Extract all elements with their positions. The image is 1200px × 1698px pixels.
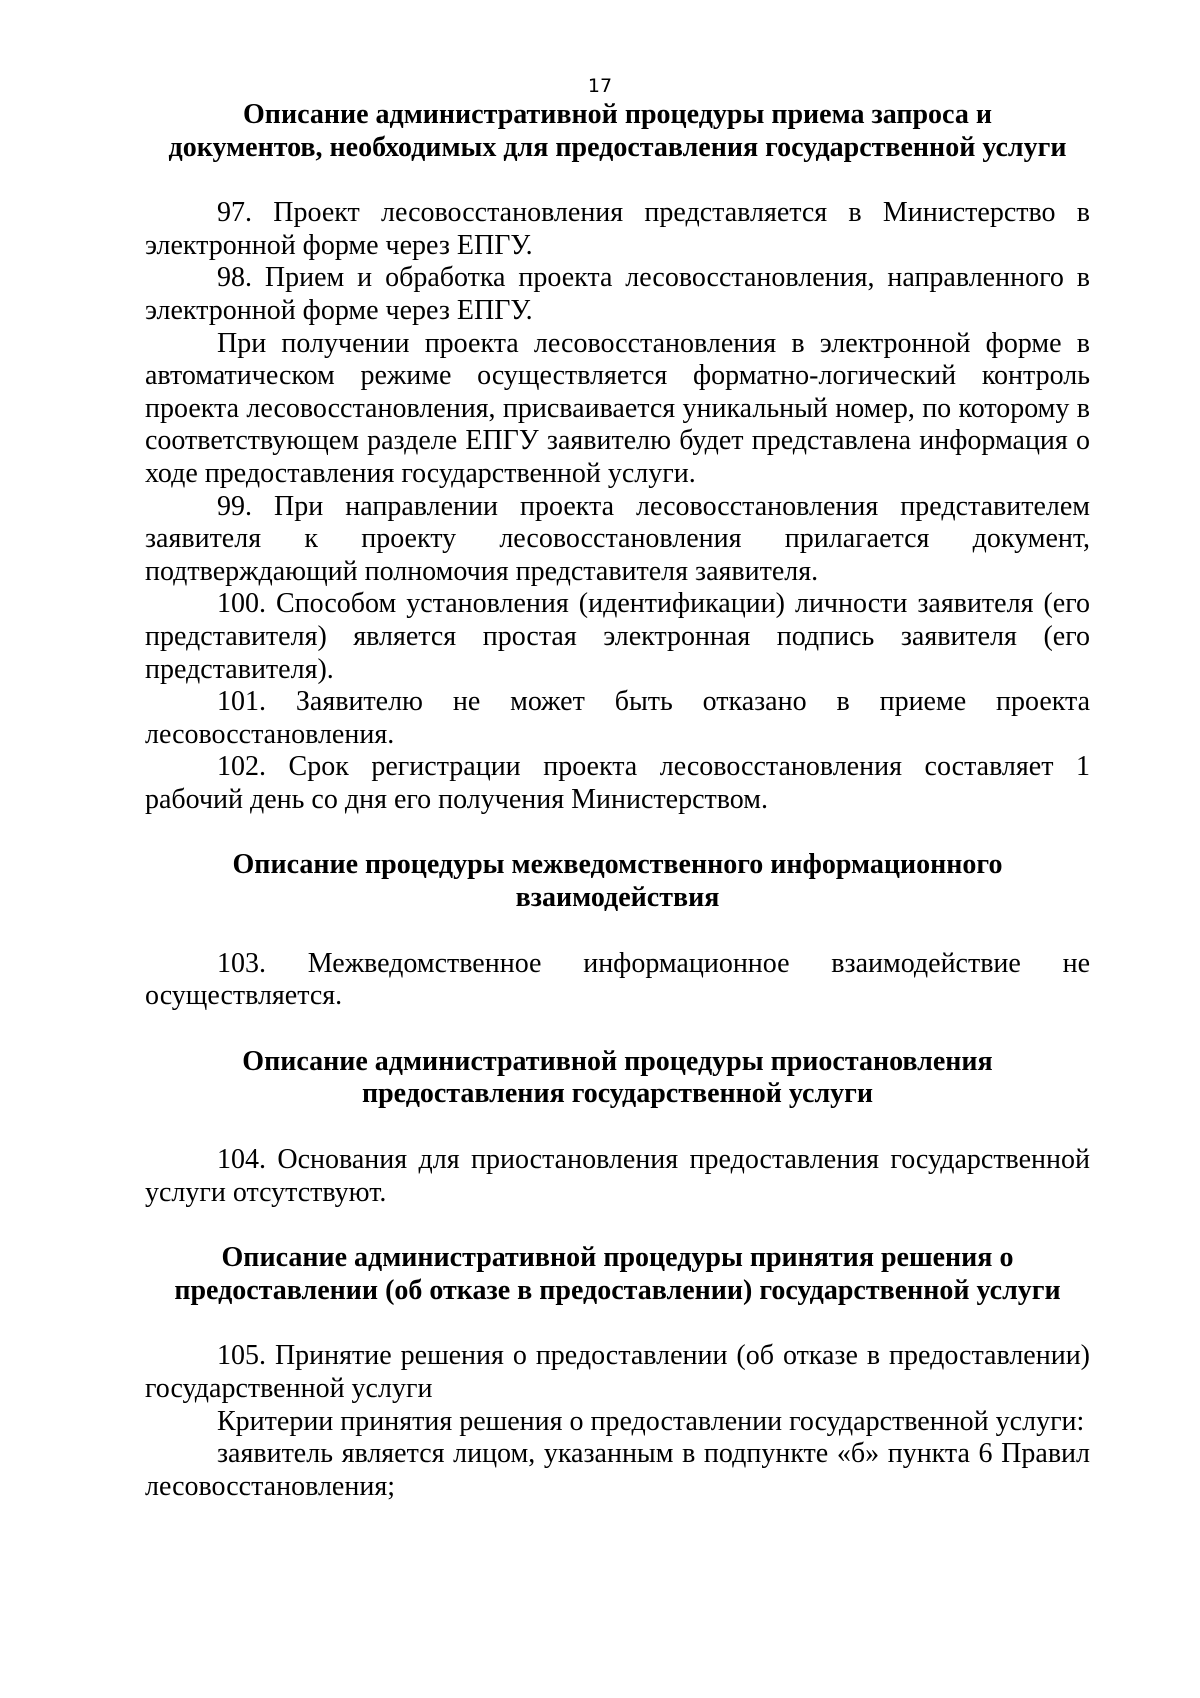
paragraph-99: 99. При направлении проекта лесовосстановления представителем заявителя к проекту лесовосстановления прилагается документ, подтверждающий полномочия представителя заявителя. [145, 490, 1090, 587]
page-number: 17 [587, 75, 613, 97]
paragraph-103: 103. Межведомственное информационное взаимодействие не осуществляется. [145, 947, 1090, 1012]
heading-line: Описание процедуры межведомственного информационного [232, 849, 1003, 881]
section-heading [145, 849, 1090, 914]
paragraph-criteria: Критерии принятия решения о предоставлении государственной услуги: [217, 1405, 1085, 1437]
page-content [145, 99, 1090, 1503]
heading-line: взаимодействия [515, 882, 720, 914]
paragraph-100: 100. Способом установления (идентификации) личности заявителя (его представителя) является простая электронная подпись заявителя (его представителя). [145, 588, 1090, 685]
section-heading [145, 99, 1090, 164]
paragraph-101: 101. Заявителю не может быть отказано в приеме проекта лесовосстановления. [145, 686, 1090, 750]
paragraph-104: 104. Основания для приостановления предоставления государственной услуги отсутствуют. [145, 1144, 1090, 1208]
paragraph-102: 102. Срок регистрации проекта лесовосстановления составляет 1 рабочий день со дня его получения Министерством. [145, 751, 1090, 815]
section-heading [145, 1242, 1090, 1307]
heading-line: Описание административной процедуры приостановления [242, 1045, 993, 1077]
paragraph-98-detail: При получении проекта лесовосстановления в электронной форме в автоматическом режиме осуществляется форматно-логический контроль проекта лесовосстановления, присваивается уникальный номер, по которому в соответствующем разделе ЕПГУ заявителю будет представлена информация о ходе предоставления государственной услуги. [145, 327, 1090, 489]
heading-line: Описание административной процедуры принятия решения о [221, 1242, 1014, 1274]
heading-line: предоставления государственной услуги [361, 1078, 874, 1110]
paragraph-98: 98. Прием и обработка проекта лесовосстановления, направленного в электронной форме через ЕПГУ. [145, 262, 1090, 326]
paragraph-criterion-1: заявитель является лицом, указанным в подпункте «б» пункта 6 Правил лесовосстановления; [145, 1438, 1090, 1502]
paragraph-105: 105. Принятие решения о предоставлении (об отказе в предоставлении) государственной услуги [145, 1340, 1090, 1404]
heading-line: предоставлении (об отказе в предоставлении) государственной услуги [174, 1274, 1061, 1306]
section-heading [145, 1046, 1090, 1111]
heading-line: документов, необходимых для предоставления государственной услуги [168, 131, 1067, 163]
paragraph-97: 97. Проект лесовосстановления представляется в Министерство в электронной форме через ЕПГУ. [145, 197, 1090, 261]
heading-line: Описание административной процедуры приема запроса и [243, 99, 992, 130]
